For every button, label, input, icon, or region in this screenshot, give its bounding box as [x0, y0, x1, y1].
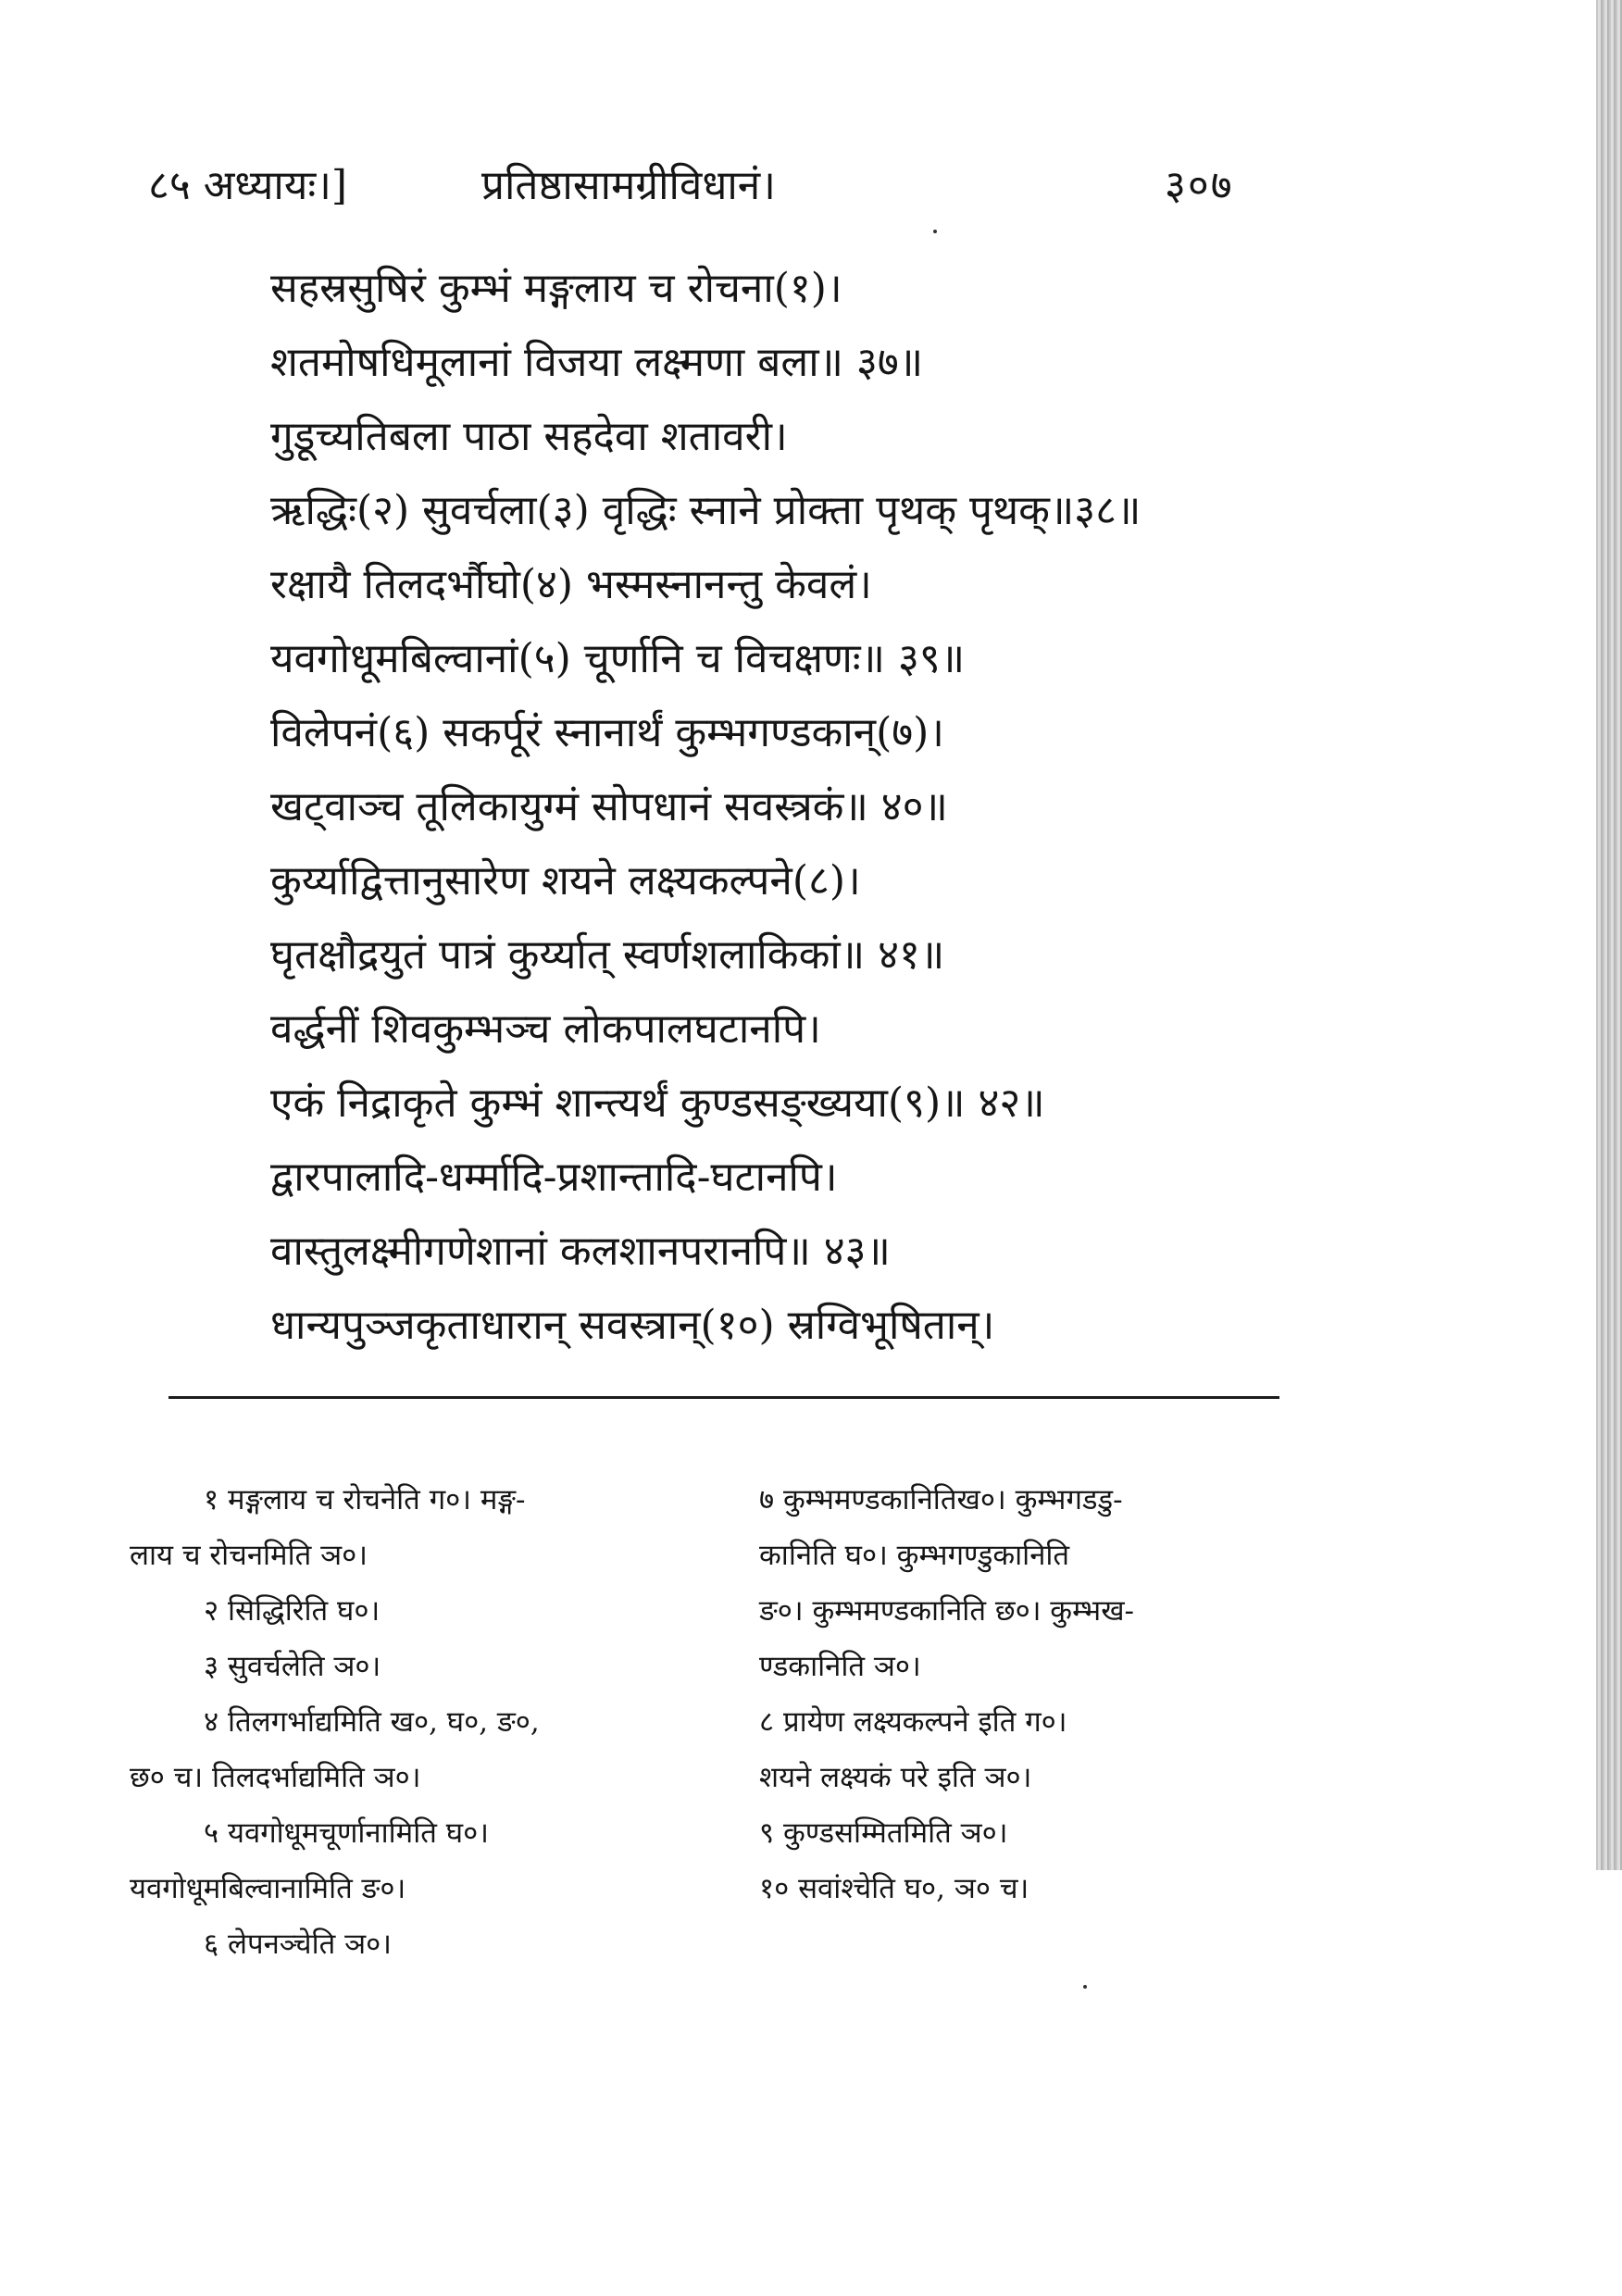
footnote-line: शयने लक्ष्यकं परे इति ञ०। — [759, 1761, 1032, 1794]
scan-speck — [1083, 1985, 1087, 1989]
verse-line: द्वारपालादि-धर्म्मादि-प्रशान्तादि-घटानपि। — [270, 1154, 838, 1201]
footnote-line: १ मङ्गलाय च रोचनेति ग०। मङ्ग- — [204, 1483, 526, 1516]
verse-line: विलेपनं(६) सकर्पूरं स्नानार्थं कुम्भगण्डकान्(७)। — [270, 709, 944, 756]
footnote-line: लाय च रोचनमिति ञ०। — [130, 1539, 368, 1572]
footnotes-left-column — [130, 1472, 731, 1972]
verse-line: एकं निद्राकृते कुम्भं शान्त्यर्थं कुण्डसङ्ख्यया(९)॥ ४२॥ — [270, 1079, 1045, 1127]
footnote-line: ९ कुण्डसम्मितमिति ञ०। — [759, 1816, 1008, 1850]
verse-line: ऋद्धिः(२) सुवर्चला(३) वृद्धिः स्नाने प्रोक्ता पृथक् पृथक्॥३८॥ — [270, 487, 1142, 534]
footnote-line: ५ यवगोधूमचूर्णानामिति घ०। — [204, 1816, 489, 1850]
footnote-line: ८ प्रायेण लक्ष्यकल्पने इति ग०। — [759, 1705, 1067, 1739]
verse-line: गुडूच्यतिबला पाठा सहदेवा शतावरी। — [270, 413, 788, 460]
scan-edge-shadow — [1596, 0, 1622, 1870]
scan-speck — [933, 230, 937, 233]
verse-line: कुर्य्याद्वित्तानुसारेण शयने लक्ष्यकल्पने(८)। — [270, 857, 861, 905]
footnote-line: १० सवांश्चेति घ०, ञ० च। — [759, 1872, 1029, 1905]
footnote-line: कानिति घ०। कुम्भगण्डुकानिति — [759, 1539, 1070, 1572]
footnotes-right-column — [759, 1472, 1278, 1916]
verse-line: यवगोधूमबिल्वानां(५) चूर्णानि च विचक्षणः॥ ३९॥ — [270, 635, 966, 682]
verse-block — [270, 252, 1307, 1363]
verse-line: शतमोषधिमूलानां विजया लक्ष्मणा बला॥ ३७॥ — [270, 339, 924, 386]
page-number: ३०७ — [1165, 162, 1234, 209]
footnote-line: ४ तिलगर्भाद्यमिति ख०, घ०, ङ०, — [204, 1705, 540, 1739]
footnote-line: २ सिद्धिरिति घ०। — [204, 1594, 381, 1628]
footnote-line: ३ सुवर्चलेति ञ०। — [204, 1650, 381, 1683]
verse-line: रक्षायै तिलदर्भौघो(४) भस्मस्नानन्तु केवलं। — [270, 561, 872, 608]
verse-line: वर्द्धनीं शिवकुम्भञ्च लोकपालघटानपि। — [270, 1005, 821, 1053]
footnote-line: ङ०। कुम्भमण्डकानिति छ०। कुम्भख- — [759, 1594, 1135, 1628]
verse-line: सहस्रसुषिरं कुम्भं मङ्गलाय च रोचना(१)। — [270, 265, 842, 312]
verse-line: वास्तुलक्ष्मीगणेशानां कलशानपरानपि॥ ४३॥ — [270, 1228, 891, 1275]
footnote-line: छ० च। तिलदर्भाद्यमिति ञ०। — [130, 1761, 421, 1794]
footnote-line: यवगोधूमबिल्वानामिति ङ०। — [130, 1872, 406, 1905]
verse-line: धान्यपुञ्जकृताधारान् सवस्त्रान्(१०) स्रग्विभूषितान्। — [270, 1302, 995, 1349]
footnote-line: ६ लेपनञ्चेति ञ०। — [204, 1928, 393, 1961]
running-head-chapter: ८५ अध्यायः।] — [148, 162, 348, 209]
footnote-rule — [168, 1396, 1279, 1399]
verse-line: घृतक्षौद्रयुतं पात्रं कुर्य्यात् स्वर्णशलाकिकां॥ ४१॥ — [270, 931, 945, 979]
footnote-line: ७ कुम्भमण्डकानितिख०। कुम्भगडडु- — [759, 1483, 1123, 1516]
footnote-line: ण्डकानिति ञ०। — [759, 1650, 921, 1683]
verse-line: खट्वाञ्च तूलिकायुग्मं सोपधानं सवस्त्रकं॥ ४०॥ — [270, 783, 948, 830]
running-head-title: प्रतिष्ठासामग्रीविधानं। — [481, 162, 776, 209]
